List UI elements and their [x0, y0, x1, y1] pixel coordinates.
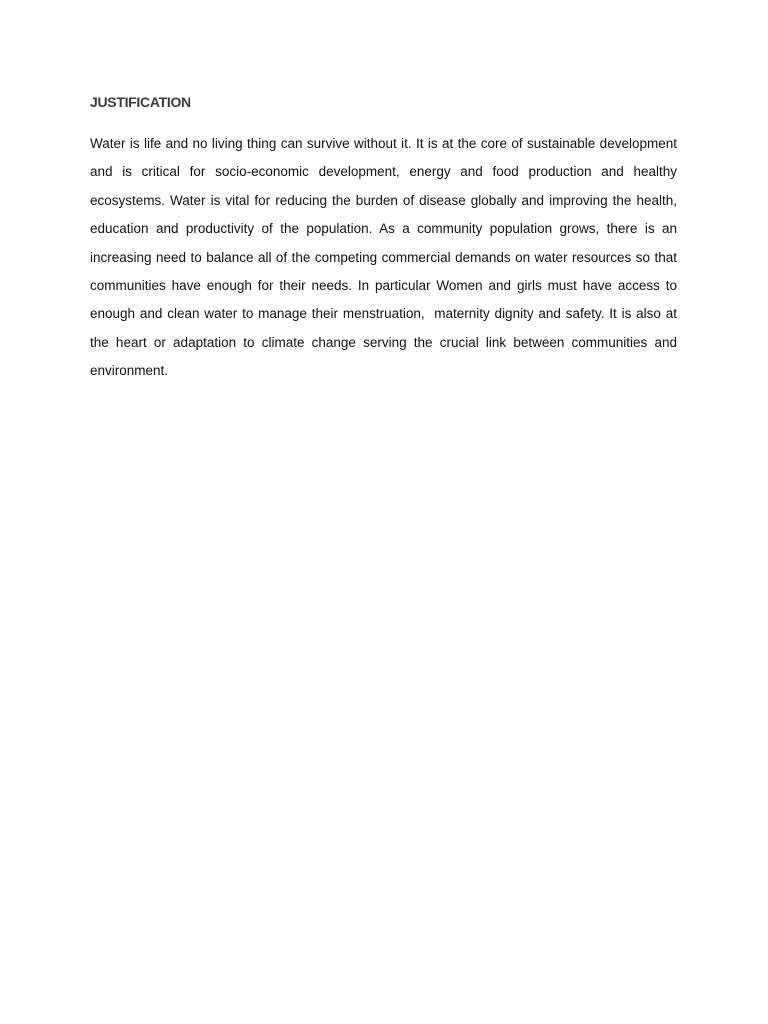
section-heading: JUSTIFICATION [90, 94, 191, 110]
justification-paragraph: Water is life and no living thing can survive without it. It is at the core of sustainable development and is critical for socio-economic development, energy and food production and healthy ecosystems. Water is vital for reducing the burden of disease globally and improving the health, education and productivity of the population. As a community population grows, there is an increasing need to balance all of the competing commercial demands on water resources so that communities have enough for their needs. In particular Women and girls must have access to enough and clean water to manage their menstruation, maternity dignity and safety. It is also at the heart or adaptation to climate change serving the crucial link between communities and environment. [90, 136, 681, 379]
